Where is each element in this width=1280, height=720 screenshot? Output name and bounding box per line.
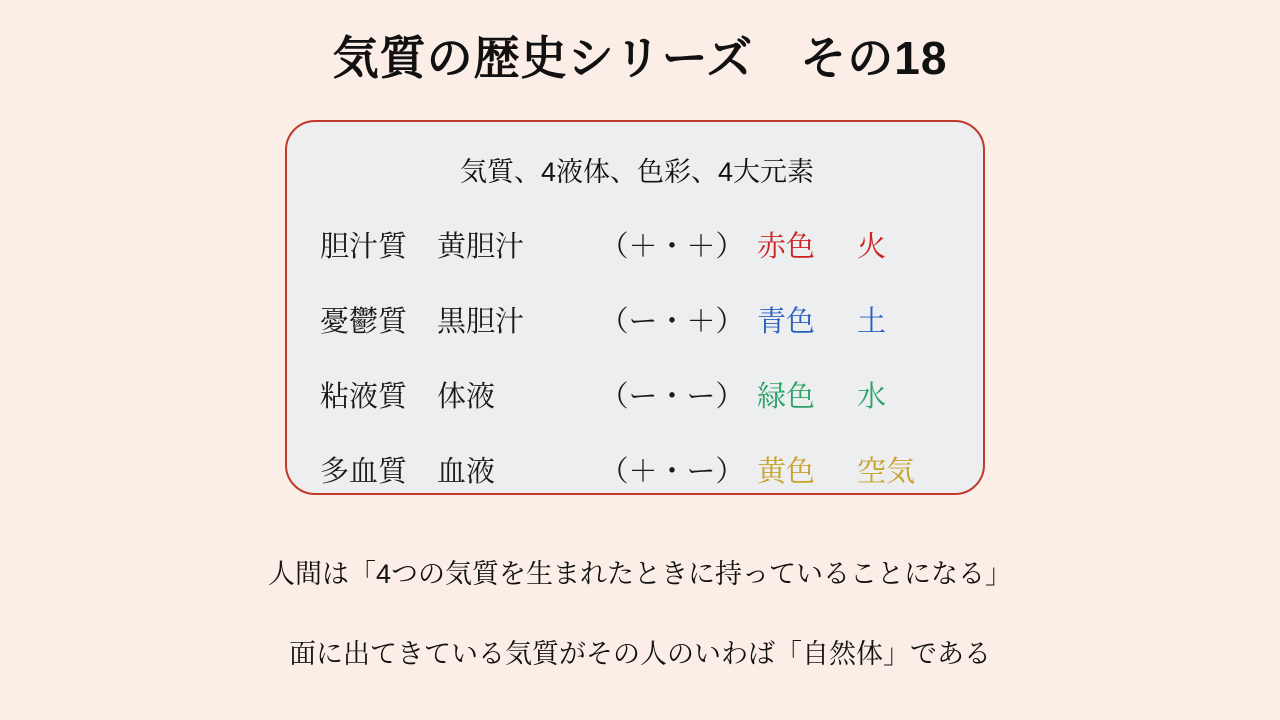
cell-element: 土 [857,306,887,338]
cell-temperament: 多血質 [319,456,407,488]
note-line-1: 人間は「4つの気質を生まれたときに持っていることになる」 [267,559,1012,589]
note-line-2: 面に出てきている気質がその人のいわば「自然体」である [289,639,991,669]
page-title: 気質の歴史シリーズ その18 [332,32,948,84]
cell-color-label: 青色 [757,306,816,338]
cell-color-label: 赤色 [757,231,816,263]
table-row [287,207,987,282]
cell-sign: （＋・＋） [599,231,745,263]
cell-humor: 黄胆汁 [437,231,525,263]
cell-sign: （＋・ー） [599,456,745,488]
table-row [287,282,987,357]
cell-temperament: 胆汁質 [319,231,407,263]
cell-sign: （ー・ー） [599,381,745,413]
cell-humor: 血液 [437,456,496,488]
cell-color-label: 黄色 [757,456,816,488]
temperament-table-card [285,120,985,495]
table-row [287,432,987,507]
cell-element: 水 [857,381,887,413]
cell-element: 空気 [857,456,916,488]
cell-temperament: 憂鬱質 [319,306,407,338]
cell-sign: （ー・＋） [599,306,745,338]
table-row [287,357,987,432]
cell-humor: 体液 [437,381,496,413]
cell-temperament: 粘液質 [319,381,407,413]
cell-humor: 黒胆汁 [437,306,525,338]
temperament-rows [287,207,987,507]
cell-element: 火 [857,231,887,263]
cell-color-label: 緑色 [757,381,816,413]
card-heading: 気質、4液体、色彩、4大元素 [459,157,815,187]
